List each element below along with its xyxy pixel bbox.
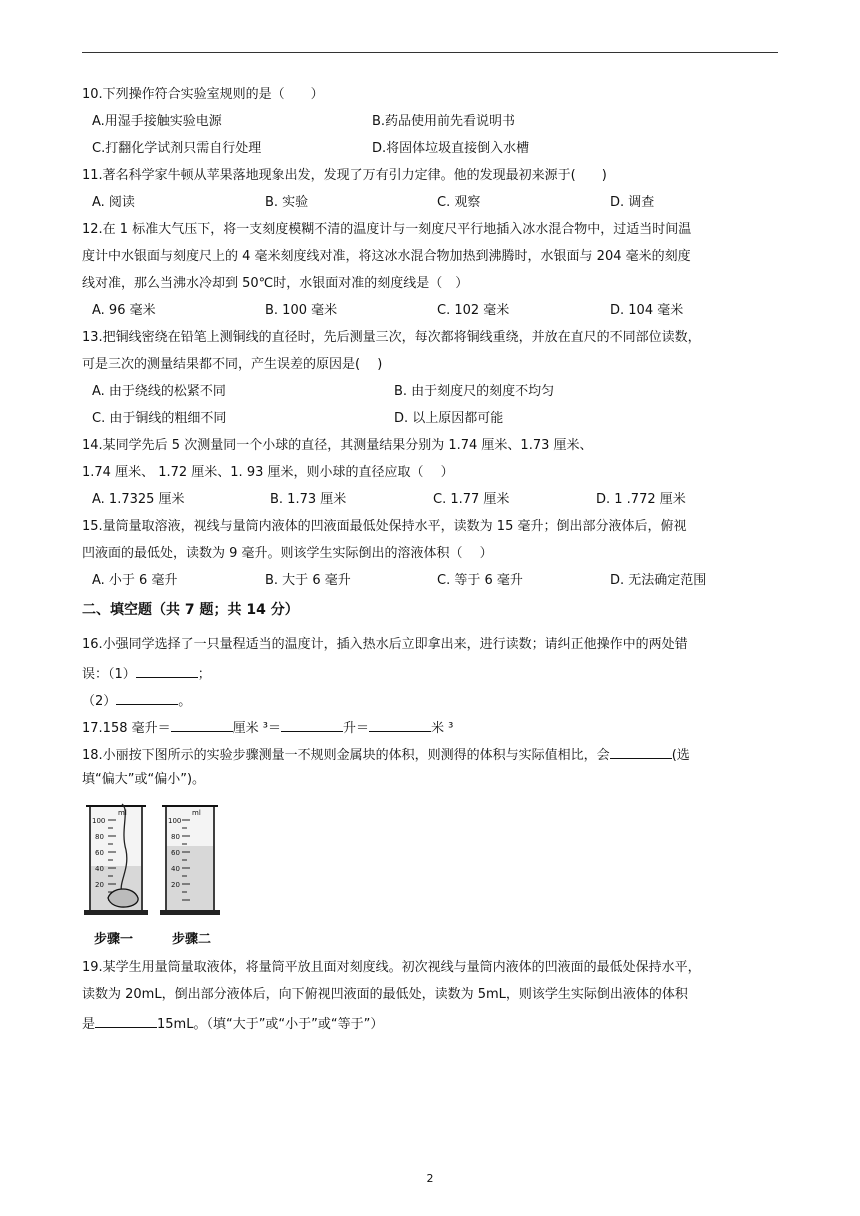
header-rule	[82, 52, 778, 53]
question-16-line-3	[82, 690, 191, 711]
question-17-line	[82, 717, 453, 738]
cyl2-label-100: 100	[168, 817, 182, 825]
question-12-line-2: 度计中水银面与刻度尺上的 4 毫米刻度线对准，将这冰水混合物加热到沸腾时，水银面与 204 毫米的刻度	[82, 249, 691, 264]
cyl1-label-40: 40	[95, 865, 104, 873]
cyl1-label-80: 80	[95, 833, 104, 841]
page-number: 2	[426, 1172, 434, 1185]
question-15-line-2: 凹液面的最低处，读数为 9 毫升。则该学生实际倒出的溶液体积（ ）	[82, 546, 493, 561]
q16-blank-2[interactable]	[116, 690, 178, 705]
q18-text-a: 18.小丽按下图所示的实验步骤测量一不规则金属块的体积，则测得的体积与实际值相比，会	[82, 748, 610, 763]
cyl2-unit: ml	[192, 809, 201, 817]
question-18-line-2: 填“偏大”或“偏小”)。	[82, 772, 206, 787]
q12-option-c: C. 102 毫米	[437, 303, 510, 318]
caption-step-one: 步骤一	[94, 932, 134, 947]
q10-option-d: D.将固体垃圾直接倒入水槽	[372, 141, 530, 156]
q11-option-a: A. 阅读	[92, 195, 135, 210]
q13-option-b: B. 由于刻度尺的刻度不均匀	[394, 384, 555, 399]
question-14-line-1: 14.某同学先后 5 次测量同一个小球的直径，其测量结果分别为 1.74 厘米、1.73 厘米、	[82, 438, 593, 453]
question-16-line-1: 16.小强同学选择了一只量程适当的温度计，插入热水后立即拿出来，进行读数；请纠正他操作中的两处错	[82, 637, 688, 652]
q10-option-c: C.打翻化学试剂只需自行处理	[92, 141, 262, 156]
question-19-line-2: 读数为 20mL，倒出部分液体后，向下俯视凹液面的最低处，读数为 5mL，则该学生实际倒出液体的体积	[82, 987, 688, 1002]
q17-part-a: 17.158 毫升＝	[82, 721, 171, 736]
q15-option-d: D. 无法确定范围	[610, 573, 707, 588]
q16-blank-1[interactable]	[136, 663, 198, 678]
question-12-line-3: 线对准，那么当沸水冷却到 50℃时，水银面对准的刻度线是（ ）	[82, 276, 469, 291]
q12-option-b: B. 100 毫米	[265, 303, 338, 318]
q13-option-d: D. 以上原因都可能	[394, 411, 504, 426]
question-18-line-1	[82, 744, 690, 765]
q18-blank[interactable]	[610, 744, 672, 759]
q17-part-b: 厘米 ³＝	[232, 721, 281, 736]
question-10-stem: 10.下列操作符合实验室规则的是（ ）	[82, 87, 324, 102]
q17-part-d: 米 ³	[431, 721, 454, 736]
question-16-line-2	[82, 663, 211, 684]
cyl2-label-60: 60	[171, 849, 180, 857]
q15-option-c: C. 等于 6 毫升	[437, 573, 523, 588]
cyl1-label-20: 20	[95, 881, 104, 889]
question-19-line-3	[82, 1013, 383, 1034]
q16-label-2: （2）	[82, 694, 117, 709]
q17-blank-2[interactable]	[281, 717, 343, 732]
q10-option-b: B.药品使用前先看说明书	[372, 114, 516, 129]
q16-end: 。	[178, 694, 192, 709]
q12-option-a: A. 96 毫米	[92, 303, 156, 318]
q16-sep: ；	[197, 667, 211, 682]
q14-option-d: D. 1 .772 厘米	[596, 492, 686, 507]
q12-option-d: D. 104 毫米	[610, 303, 684, 318]
caption-step-two: 步骤二	[172, 932, 212, 947]
q11-option-c: C. 观察	[437, 195, 481, 210]
q19-text-a: 是	[82, 1017, 96, 1032]
question-19-line-1: 19.某学生用量筒量取液体，将量筒平放且面对刻度线。初次视线与量筒内液体的凹液面的最低处保持水平，	[82, 960, 701, 975]
question-12-line-1: 12.在 1 标准大气压下，将一支刻度模糊不清的温度计与一刻度尺平行地插入冰水混合物中，过适当时间温	[82, 222, 692, 237]
question-13-line-1: 13.把铜线密绕在铅笔上测铜线的直径时，先后测量三次，每次都将铜线重绕，并放在直尺的不同部位读数，	[82, 330, 701, 345]
q15-option-a: A. 小于 6 毫升	[92, 573, 178, 588]
q13-option-a: A. 由于绕线的松紧不同	[92, 384, 226, 399]
q13-option-c: C. 由于铜线的粗细不同	[92, 411, 227, 426]
metal-block	[108, 889, 138, 907]
q17-blank-1[interactable]	[171, 717, 233, 732]
cyl2-label-20: 20	[171, 881, 180, 889]
q16-label-1: 误：（1）	[82, 667, 136, 682]
cyl1-unit: ml	[118, 809, 127, 817]
q18-text-b: (选	[671, 748, 690, 763]
q11-option-d: D. 调查	[610, 195, 655, 210]
q17-part-c: 升＝	[342, 721, 369, 736]
cyl1-label-60: 60	[95, 849, 104, 857]
q11-option-b: B. 实验	[265, 195, 309, 210]
q14-option-a: A. 1.7325 厘米	[92, 492, 185, 507]
cyl2-label-40: 40	[171, 865, 180, 873]
cyl2-label-80: 80	[171, 833, 180, 841]
section-heading-fill-in: 二、填空题（共 7 题；共 14 分）	[82, 602, 299, 618]
q15-option-b: B. 大于 6 毫升	[265, 573, 351, 588]
question-13-line-2: 可是三次的测量结果都不同，产生误差的原因是( )	[82, 357, 383, 372]
q10-option-a: A.用湿手接触实验电源	[92, 114, 222, 129]
question-11-stem: 11.著名科学家牛顿从苹果落地现象出发，发现了万有引力定律。他的发现最初来源于( )	[82, 168, 607, 183]
question-15-line-1: 15.量筒量取溶液，视线与量筒内液体的凹液面最低处保持水平，读数为 15 毫升；倒出部分液体后，俯视	[82, 519, 687, 534]
cyl1-label-100: 100	[92, 817, 106, 825]
q14-option-c: C. 1.77 厘米	[433, 492, 510, 507]
q19-blank[interactable]	[95, 1013, 157, 1028]
q19-text-b: 15mL。（填“大于”或“小于”或“等于”）	[157, 1017, 384, 1032]
q14-option-b: B. 1.73 厘米	[270, 492, 347, 507]
q17-blank-3[interactable]	[369, 717, 431, 732]
question-14-line-2: 1.74 厘米、 1.72 厘米、1. 93 厘米，则小球的直径应取（ ）	[82, 465, 454, 480]
